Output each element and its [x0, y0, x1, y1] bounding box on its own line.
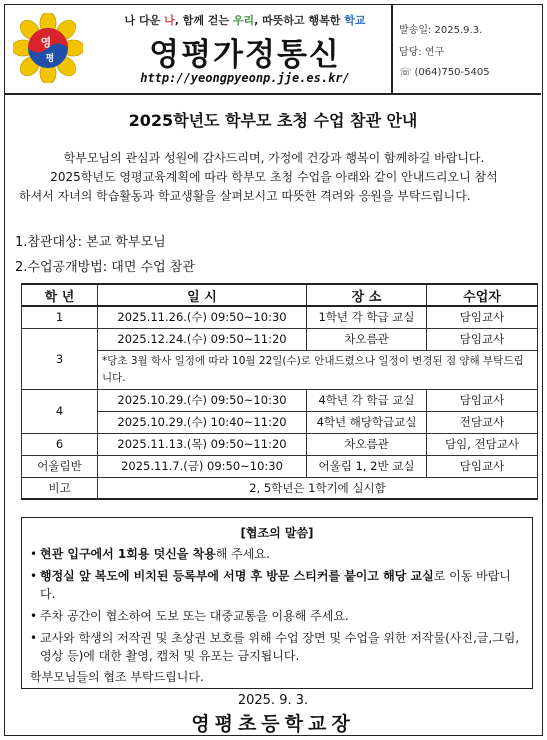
- cooperation-item-emphasis: 행정실 앞 복도에 비치된 등록부에 서명 후 방문 스티커를 붙이고 해당 교실: [40, 569, 434, 583]
- table-row: [22, 306, 538, 328]
- emblem-text-bottom: 평: [45, 54, 55, 64]
- cell-place: 4학년 해당학급교실: [307, 411, 427, 433]
- slogan-highlight: 학교: [344, 14, 366, 27]
- cell-datetime: 2025.11.7.(금) 09:50~10:30: [98, 455, 307, 477]
- cooperation-item: [30, 629, 524, 665]
- cell-grade: 4: [22, 389, 98, 433]
- slogan-highlight: 나: [164, 14, 175, 27]
- cell-grade: 6: [22, 433, 98, 455]
- phone-number: (064)750-5405: [414, 67, 490, 78]
- cell-datetime: 2025.12.24.(수) 09:50~11:20: [98, 328, 307, 350]
- cell-teacher: 담임교사: [427, 306, 538, 328]
- cooperation-list: [30, 545, 524, 665]
- schedule-table: [21, 283, 538, 500]
- target-audience: 1.참관대상: 본교 학부모님: [15, 235, 166, 250]
- cell-datetime: 2025.11.26.(수) 09:50~10:30: [98, 306, 307, 328]
- signature-date: 2025. 9. 3.: [237, 693, 309, 708]
- col-header-datetime: 일 시: [98, 284, 307, 306]
- contact-phone: [399, 67, 490, 78]
- cooperation-title: [협조의 말씀]: [240, 526, 314, 540]
- cell-remarks-text: 2, 5학년은 1학기에 실시함: [98, 477, 538, 499]
- school-url-link[interactable]: http://yeongpyeonp.jje.es.kr/: [140, 71, 350, 85]
- slogan-part: , 따뜻하고 행복한: [254, 14, 345, 27]
- cell-place: 4학년 각 학급 교실: [307, 389, 427, 411]
- cell-place: 차오름관: [307, 433, 427, 455]
- cooperation-item-text: 주차 공간이 협소하여 도보 또는 대중교통을 이용해 주세요.: [40, 609, 349, 623]
- cell-datetime: 2025.10.29.(수) 09:50~10:30: [98, 389, 307, 411]
- cell-place: 어울림 1, 2반 교실: [307, 455, 427, 477]
- school-principal: 영평초등학교장: [191, 713, 355, 735]
- table-row: [22, 389, 538, 411]
- school-slogan: [95, 12, 395, 28]
- table-row: [22, 433, 538, 455]
- cell-teacher: 담임교사: [427, 455, 538, 477]
- newsletter-header: [5, 5, 541, 95]
- table-row: [22, 411, 538, 433]
- schedule-change-note: *당초 3월 학사 일정에 따라 10월 22일(수)로 안내드렸으나 일정이 변경된 점 양해 부탁드립니다.: [98, 350, 538, 389]
- cooperation-item: [30, 607, 524, 625]
- cell-grade: 3: [22, 328, 98, 389]
- intro-paragraph: [19, 149, 529, 206]
- col-header-grade: 학 년: [22, 284, 98, 306]
- masthead-title: 영평가정통신: [149, 37, 341, 73]
- cell-datetime: 2025.10.29.(수) 10:40~11:20: [98, 411, 307, 433]
- cell-place: 1학년 각 학급 교실: [307, 306, 427, 328]
- cooperation-closing: 학부모님들의 협조 부탁드립니다.: [30, 670, 204, 684]
- page-title: 2025학년도 학부모 초청 수업 참관 안내: [128, 111, 418, 130]
- school-emblem-icon: [13, 13, 83, 83]
- emblem-text-top: 영: [40, 36, 52, 49]
- slogan-part: , 함께 걷는: [174, 14, 233, 27]
- issue-date: 발송일: 2025.9.3.: [399, 25, 483, 36]
- cooperation-item: [30, 545, 524, 563]
- intro-line: 2025학년도 영평교육계획에 따라 학부모 초청 수업을 아래와 같이 안내드리오니 참석: [50, 170, 498, 184]
- table-row-note: [22, 350, 538, 389]
- newsletter-page: [4, 4, 543, 736]
- contact-department: 담당: 연구: [399, 47, 445, 58]
- cell-grade: 어울림반: [22, 455, 98, 477]
- table-header-row: [22, 284, 538, 306]
- col-header-teacher: 수업자: [427, 284, 538, 306]
- cell-teacher: 담임교사: [427, 389, 538, 411]
- table-row: [22, 328, 538, 350]
- phone-icon: ☏: [399, 67, 412, 78]
- cell-place: 차오름관: [307, 328, 427, 350]
- cooperation-item-text: 해 주세요.: [215, 547, 270, 561]
- table-row: [22, 455, 538, 477]
- cooperation-item: [30, 567, 524, 603]
- cell-teacher: 전담교사: [427, 411, 538, 433]
- col-header-place: 장 소: [307, 284, 427, 306]
- cooperation-item-text: 교사와 학생의 저작권 및 초상권 보호를 위해 수업 장면 및 수업을 위한 저작물(사진,글,그림,영상 등)에 대한 촬영, 캡처 및 유포는 금지됩니다.: [40, 631, 520, 663]
- cell-grade: 1: [22, 306, 98, 328]
- cell-datetime: 2025.11.13.(목) 09:50~11:20: [98, 433, 307, 455]
- cell-teacher: 담임교사: [427, 328, 538, 350]
- observation-method: 2.수업공개방법: 대면 수업 참관: [15, 260, 195, 275]
- cooperation-item-text: 로 이동 바랍니다.: [40, 569, 511, 601]
- table-row-remarks: [22, 477, 538, 499]
- slogan-highlight: 우리: [232, 14, 255, 27]
- intro-line: 하셔서 자녀의 학습활동과 학교생활을 살펴보시고 따뜻한 격려와 응원을 부탁드립니다.: [19, 189, 471, 203]
- cooperation-box: [21, 517, 533, 689]
- cooperation-item-emphasis: 현관 입구에서 1회용 덧신을 착용: [40, 547, 216, 561]
- cell-remarks-label: 비고: [22, 477, 98, 499]
- slogan-part: 나 다운: [124, 14, 165, 27]
- intro-line: 학부모님의 관심과 성원에 감사드리며, 가정에 건강과 행복이 함께하길 바랍니다.: [63, 151, 485, 165]
- cell-teacher: 담임, 전담교사: [427, 433, 538, 455]
- header-divider: [391, 5, 393, 93]
